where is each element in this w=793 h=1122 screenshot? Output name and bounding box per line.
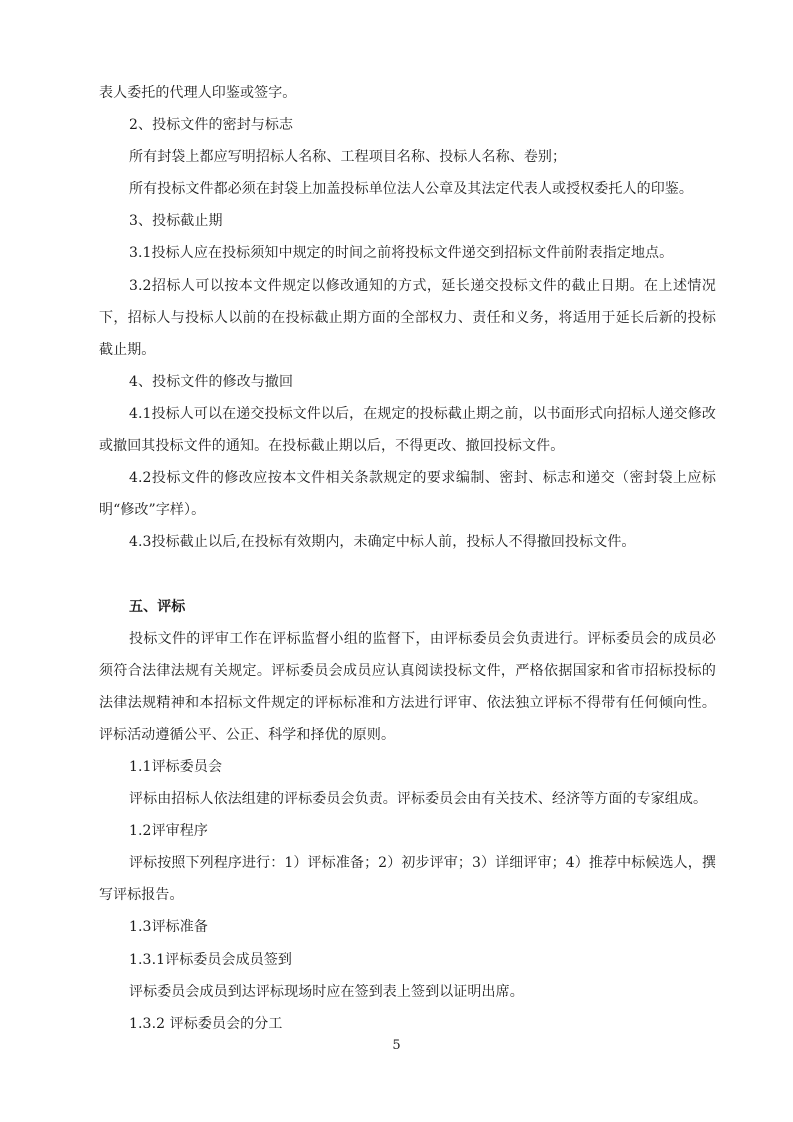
page-number: 5: [392, 1038, 401, 1053]
heading-1-3-2-committee-division: 1.3.2 评标委员会的分工: [129, 1015, 283, 1032]
heading-1-1-evaluation-committee: 1.1评标委员会: [129, 758, 223, 775]
para-4-2-modification-rules: 4.2投标文件的修改应按本文件相关条款规定的要求编制、密封、标志和递交（密封袋上应标明“修改”字样）。: [99, 470, 716, 519]
para-envelope-labels: 所有封袋上都应写明招标人名称、工程项目名称、投标人名称、卷别；: [129, 149, 567, 166]
heading-1-3-1-member-signin: 1.3.1评标委员会成员签到: [129, 951, 293, 968]
para-committee-composition: 评标由招标人依法组建的评标委员会负责。评标委员会由有关技术、经济等方面的专家组成。: [129, 791, 708, 808]
heading-section-5-bid-evaluation: 五、评标: [129, 598, 186, 615]
blank-line: [99, 558, 716, 590]
para-continuation-agent-seal: 表人委托的代理人印鉴或签字。: [99, 85, 297, 101]
para-4-1-written-notice: 4.1投标人可以在递交投标文件以后，在规定的投标截止期之前，以书面形式向招标人递交修改或撤回其投标文件的通知。在投标截止期以后，不得更改、撤回投标文件。: [99, 405, 716, 455]
para-procedure-steps: 评标按照下列程序进行：1）评标准备；2）初步评审；3）详细评审；4）推荐中标候选人，撰写评标报告。: [99, 855, 716, 904]
para-evaluation-committee-overview: 投标文件的评审工作在评标监督小组的监督下，由评标委员会负责进行。评标委员会的成员必须符合法律法规有关规定。评标委员会成员应认真阅读投标文件，严格依据国家和省市招标投标的法律法规精神和本招标文件规定的评标标准和方法进行评审、依法独立评标不得带有任何倾向性。评标活动遵循公平、公正、科学和择优的原则。: [99, 630, 716, 743]
para-signin-sheet: 评标委员会成员到达评标现场时应在签到表上签到以证明出席。: [129, 983, 524, 1000]
heading-section-4-modify-withdraw: 4、投标文件的修改与撤回: [129, 373, 294, 390]
document-body: [99, 77, 716, 1040]
para-envelope-stamp: 所有投标文件都必须在封袋上加盖投标单位法人公章及其法定代表人或授权委托人的印鉴。: [129, 181, 693, 198]
para-4-3-no-withdrawal: 4.3投标截止以后,在投标有效期内，未确定中标人前，投标人不得撤回投标文件。: [129, 534, 636, 551]
heading-section-2-sealing-marking: 2、投标文件的密封与标志: [129, 117, 294, 134]
heading-section-3-bid-deadline: 3、投标截止期: [129, 213, 223, 230]
heading-1-3-evaluation-preparation: 1.3评标准备: [129, 919, 208, 936]
heading-1-2-evaluation-procedure: 1.2评审程序: [129, 823, 208, 840]
para-3-2-deadline-extension: 3.2招标人可以按本文件规定以修改通知的方式，延长递交投标文件的截止日期。在上述情况下，招标人与投标人以前的在投标截止期方面的全部权力、责任和义务，将适用于延长后新的投标截止期。: [99, 277, 716, 358]
para-3-1-submission-location: 3.1投标人应在投标须知中规定的时间之前将投标文件递交到招标文件前附表指定地点。: [129, 245, 674, 262]
